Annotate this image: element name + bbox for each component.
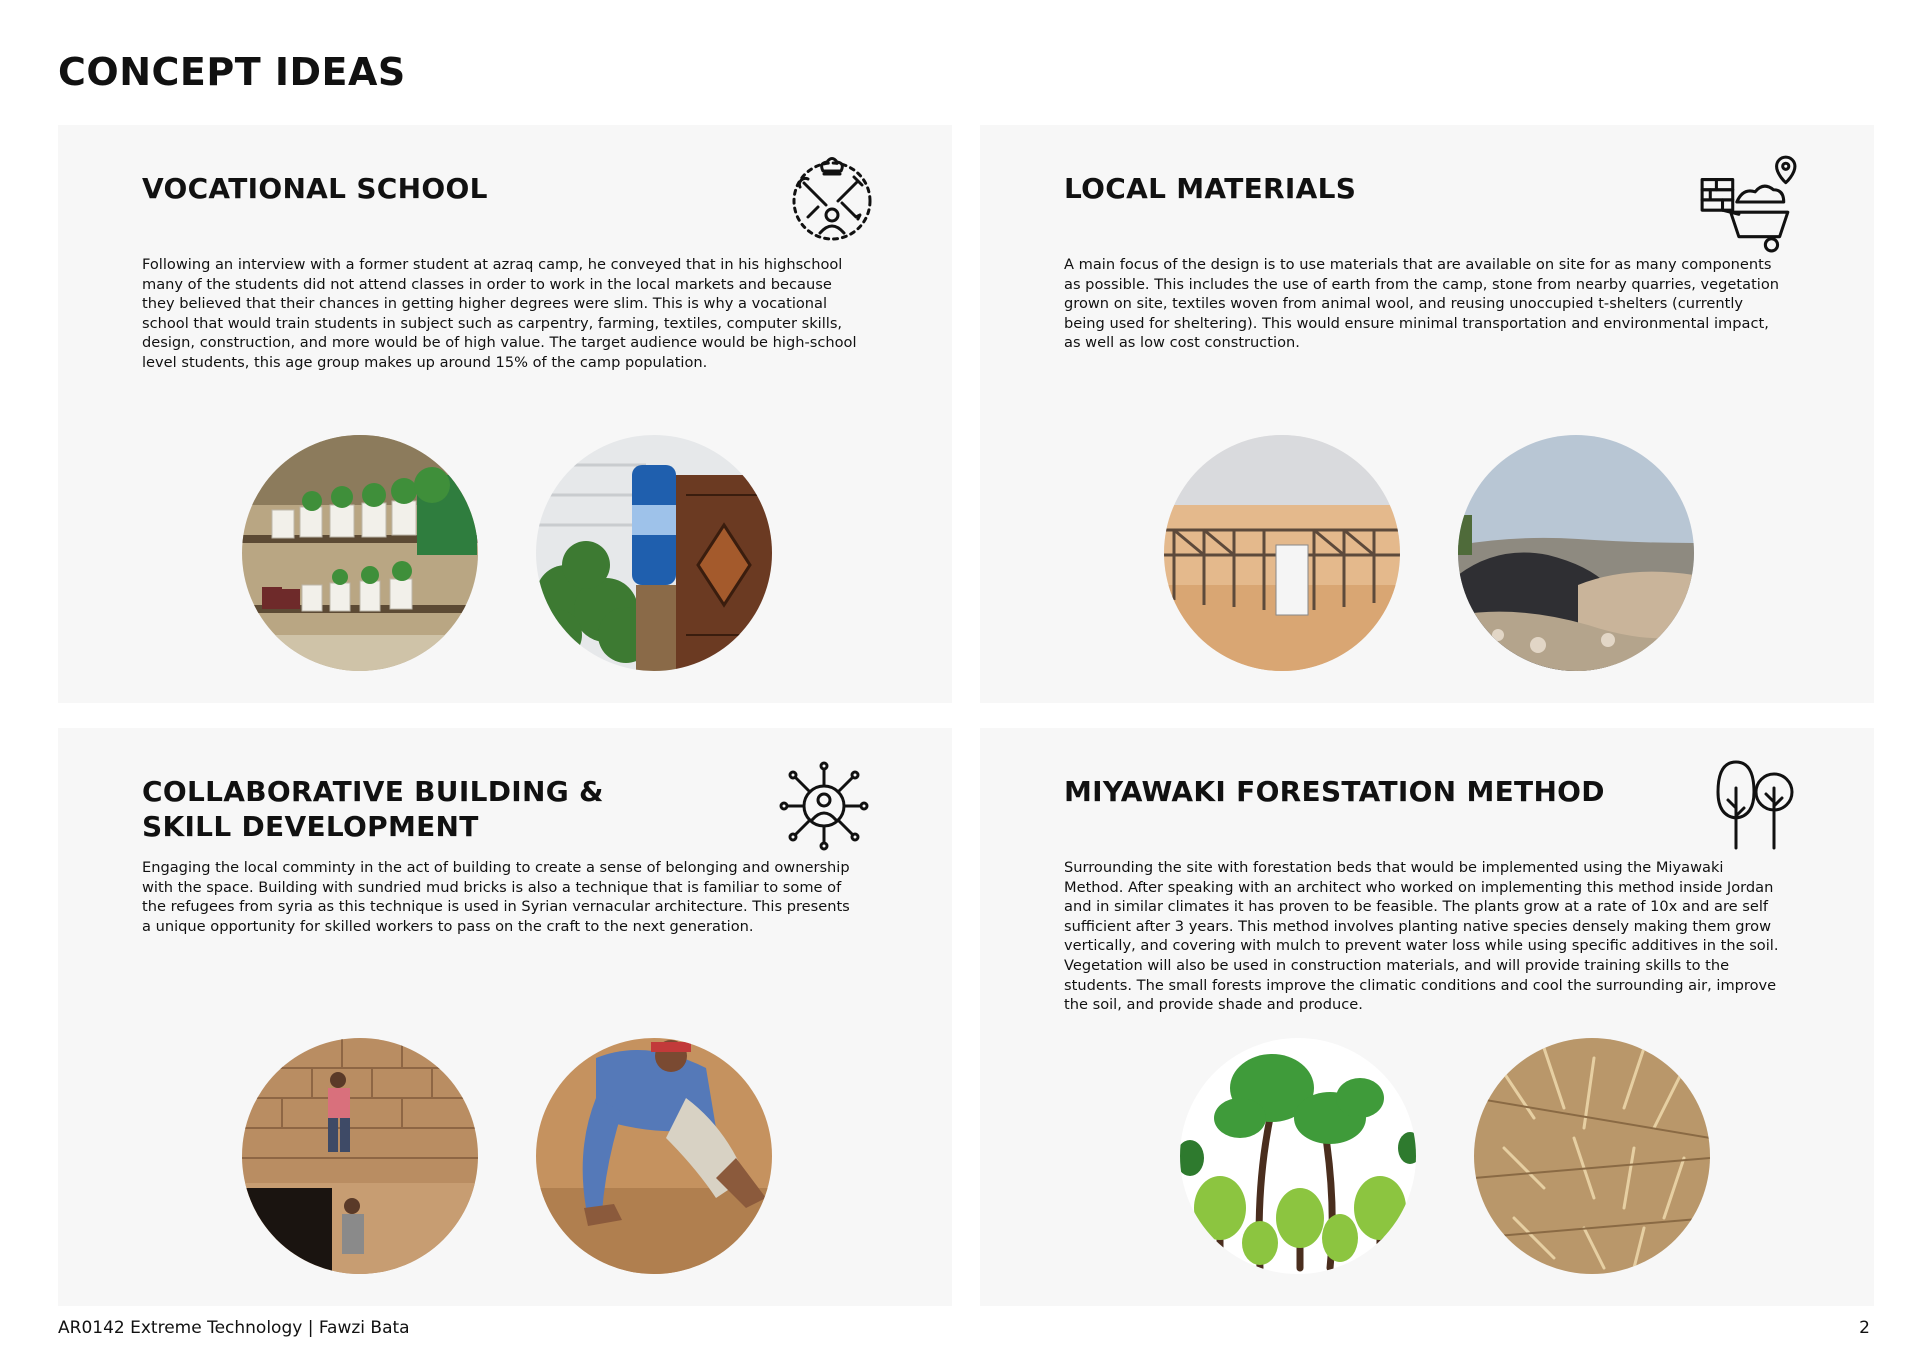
page-number: 2 [1859,1318,1870,1338]
forest-illustration [1180,1038,1416,1274]
t-shelter-frames-desert-photo [1164,435,1400,671]
person-network-icon [778,760,870,852]
panel-miyawaki-forestation [980,728,1874,1306]
footer-course-author: AR0142 Extreme Technology | Fawzi Bata [58,1318,410,1338]
tools-chef-person-icon [786,155,878,247]
panel-title: COLLABORATIVE BUILDING & SKILL DEVELOPMENT [142,775,604,843]
panel-description: Engaging the local comminty in the act of building to create a sense of belonging and ownership with the space. Building with sundried mud bricks is also a technique that is familiar to some of the refugees from syria as this technique is used in Syrian vernacular architecture. This presents a unique opportunity for skilled workers to pass on the craft to the next generation. [142,859,850,935]
water-barrel-wooden-door-photo [536,435,772,671]
panel-description: Following an interview with a former student at azraq camp, he conveyed that in his highschool many of the students did not attend classes in order to work in the local markets and because they believed that their chances in getting higher degrees were slim. This is why a vocational school that would train students in subject such as carpentry, farming, textiles, computer skills, design, construction, and more would be of high value. The target audience would be high-school level students, this age group makes up around 15% of the camp population. [142,256,857,371]
wheat-field-photo [1474,1038,1710,1274]
hanging-bucket-planters-photo [242,435,478,671]
panel-title: LOCAL MATERIALS [1064,172,1357,205]
trees-icon [1714,758,1796,854]
panel-title: VOCATIONAL SCHOOL [142,172,488,205]
bricks-wheelbarrow-location-icon [1696,151,1798,253]
panel-collaborative-building [58,728,952,1306]
page-title: CONCEPT IDEAS [58,50,406,94]
stone-quarry-photo [1458,435,1694,671]
panel-local-materials [980,125,1874,703]
panel-vocational-school [58,125,952,703]
panel-description: A main focus of the design is to use materials that are available on site for as many components as possible. This includes the use of earth from the camp, stone from nearby quarries, vegetation grown on site, textiles woven from animal wool, and reusing unoccupied t-shelters (currently being used for sheltering). This would ensure minimal transportation and environmental impact, as well as low cost construction. [1064,256,1780,352]
panel-title: MIYAWAKI FORESTATION METHOD [1064,775,1605,808]
panel-description: Surrounding the site with forestation beds that would be implemented using the Miyawaki Method. After speaking with an architect who worked on implementing this method inside Jordan and in similar climates it has proven to be feasible. The plants grow at a rate of 10x and are self sufficient after 3 years. This method involves planting native species densely making them grow vertically, and covering with mulch to prevent water loss while using specific additives in the soil. Vegetation will also be used in construction materials, and will provide training skills to the students. The small forests improve the climatic conditions and cool the surrounding air, improve the soil, and provide shade and produce. [1064,859,1779,1014]
mud-brick-wall-builders-photo [242,1038,478,1274]
worker-shaping-mud-photo [536,1038,772,1274]
